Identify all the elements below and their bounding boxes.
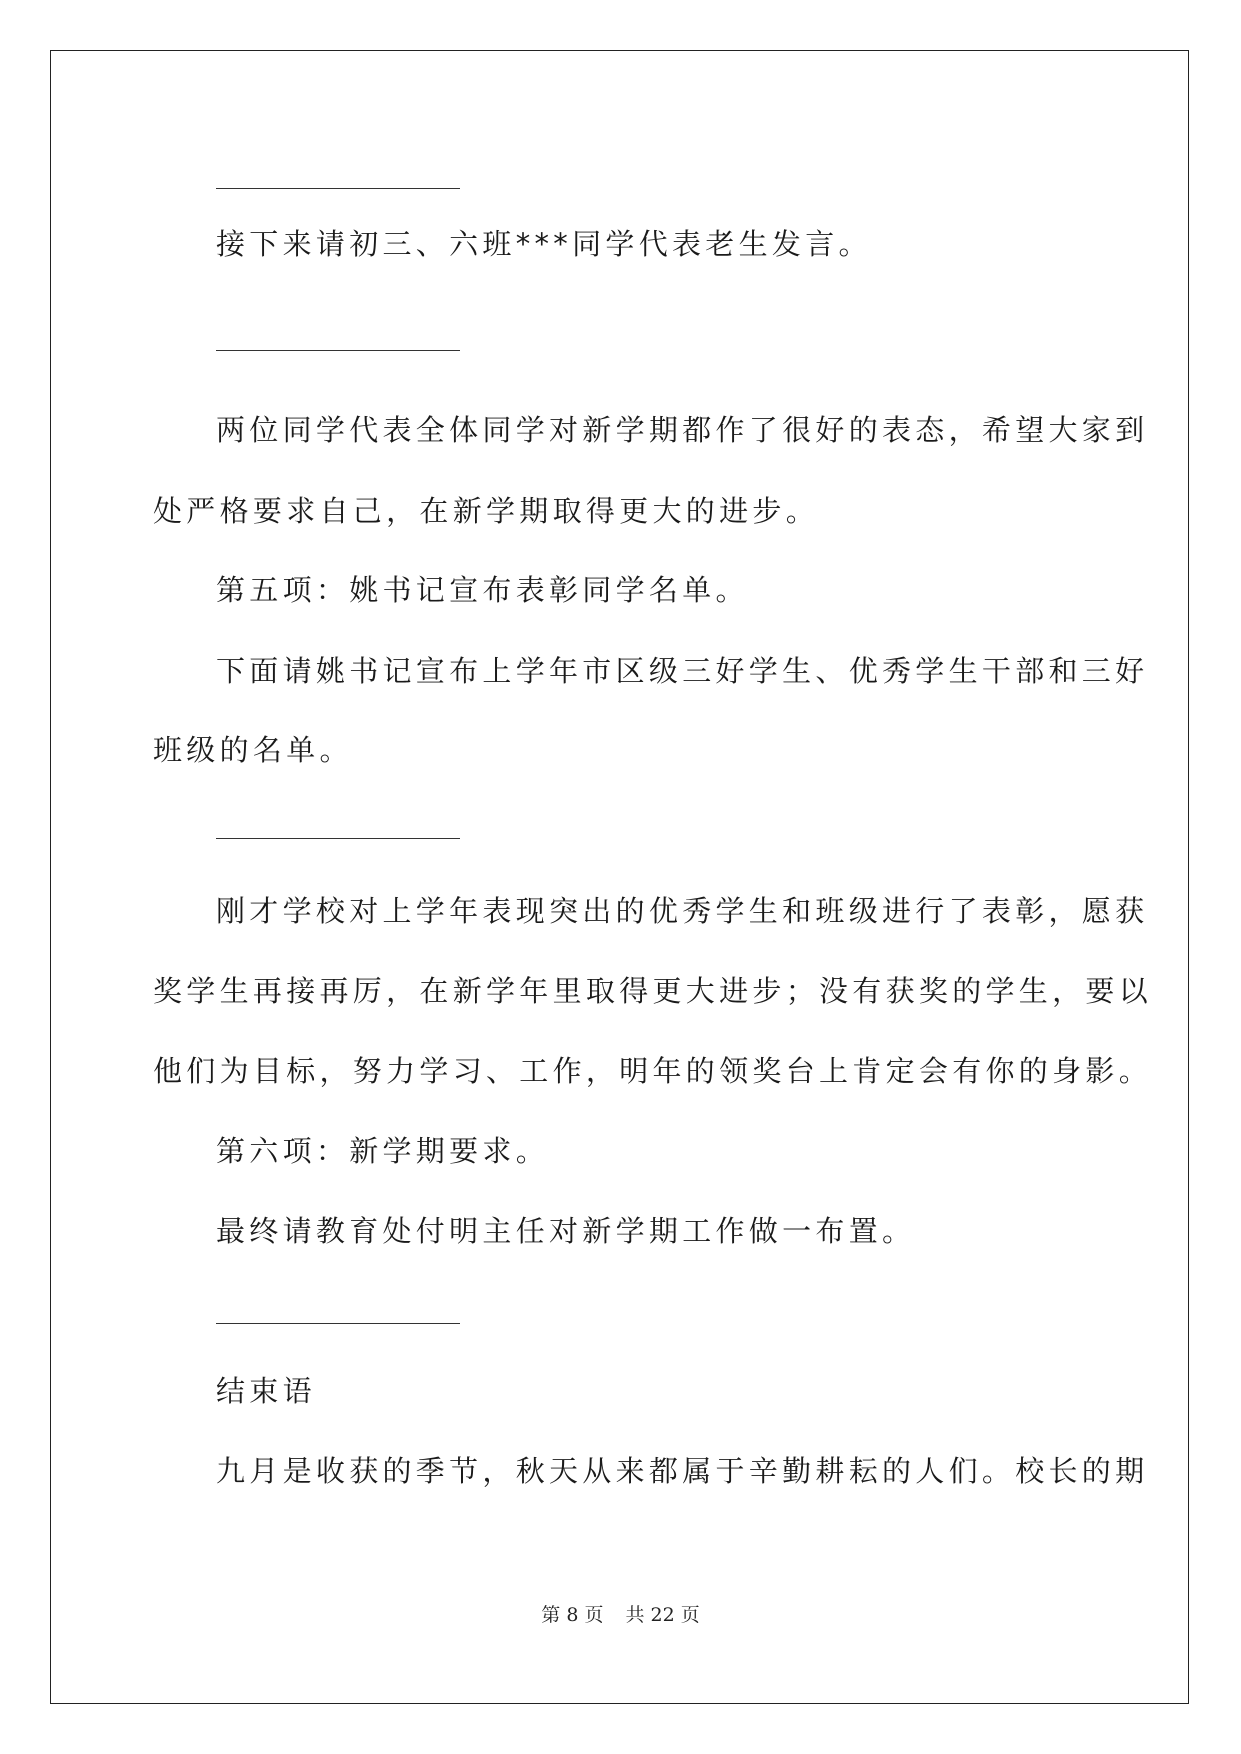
- section-heading: 结束语: [216, 1374, 316, 1408]
- paragraph-line: 九月是收获的季节，秋天从来都属于辛勤耕耘的人们。校长的期: [216, 1454, 1149, 1488]
- section-heading: 第六项：新学期要求。: [216, 1134, 550, 1168]
- paragraph-line: 刚才学校对上学年表现突出的优秀学生和班级进行了表彰，愿获: [216, 894, 1149, 928]
- separator-line: [216, 350, 460, 351]
- paragraph-line: 他们为目标，努力学习、工作，明年的领奖台上肯定会有你的身影。: [153, 1054, 1153, 1088]
- paragraph-line: 最终请教育处付明主任对新学期工作做一布置。: [216, 1214, 916, 1248]
- page-footer: [0, 1600, 1241, 1627]
- separator-line: [216, 1323, 460, 1324]
- page-total: 共 22 页: [625, 1604, 700, 1626]
- separator-line: [216, 838, 460, 839]
- paragraph-line: 下面请姚书记宣布上学年市区级三好学生、优秀学生干部和三好: [216, 654, 1149, 688]
- paragraph-line: 班级的名单。: [153, 733, 353, 767]
- paragraph-line: 接下来请初三、六班***同学代表老生发言。: [216, 227, 872, 261]
- paragraph-line: 处严格要求自己，在新学期取得更大的进步。: [153, 494, 820, 528]
- paragraph-line: 奖学生再接再厉，在新学年里取得更大进步；没有获奖的学生，要以: [153, 974, 1153, 1008]
- separator-line: [216, 188, 460, 189]
- paragraph-line: 两位同学代表全体同学对新学期都作了很好的表态，希望大家到: [216, 413, 1149, 447]
- page-number: 第 8 页: [541, 1604, 604, 1626]
- section-heading: 第五项：姚书记宣布表彰同学名单。: [216, 573, 749, 607]
